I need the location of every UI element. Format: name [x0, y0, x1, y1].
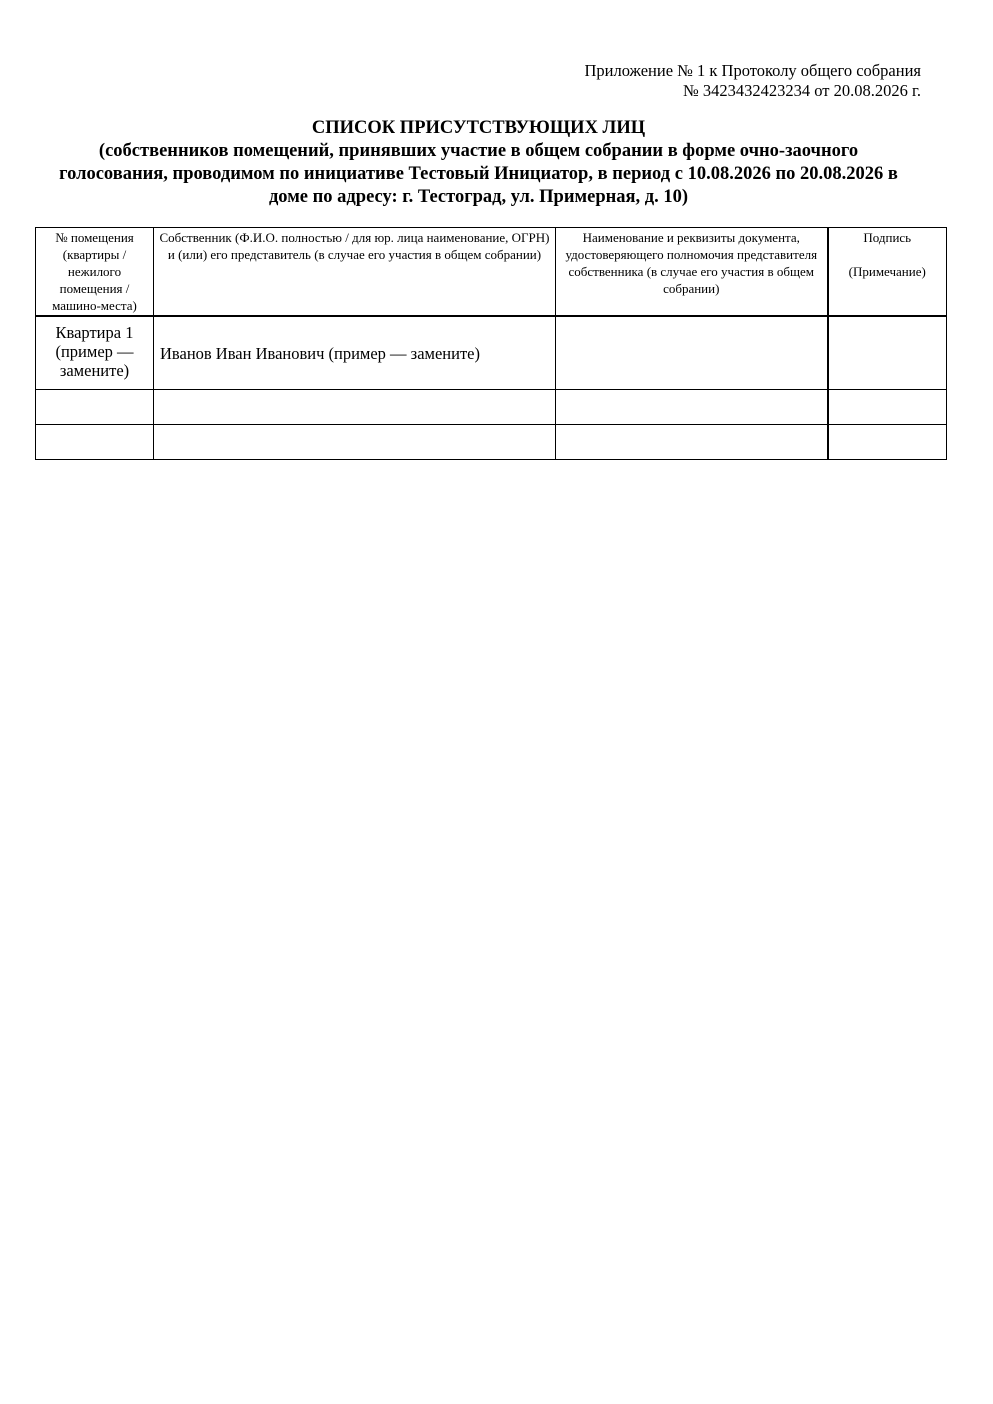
cell-document [556, 390, 828, 425]
cell-owner [154, 425, 556, 460]
header-signature-label: Подпись [863, 230, 912, 245]
table-row [36, 425, 947, 460]
header-signature [828, 228, 947, 317]
table-row [36, 390, 947, 425]
header-owner: Собственник (Ф.И.О. полностью / для юр. лица наименование, ОГРН) и (или) его представитель (в случае его участия в общем собрании) [154, 228, 556, 317]
title-subtitle: (собственников помещений, принявших участие в общем собрании в форме очно-заочного голосования, проводимом по инициативе Тестовый Инициатор, в период с 10.08.2026 по 20.08.2026 в доме по адресу: г. Тестоград, ул. Примерная, д. 10) [59, 141, 898, 207]
cell-signature [828, 390, 947, 425]
cell-room [36, 425, 154, 460]
header-document: Наименование и реквизиты документа, удостоверяющего полномочия представителя собственника (в случае его участия в общем собрании) [556, 228, 828, 317]
attendees-table [35, 227, 947, 460]
appendix-line-2: № 3423432423234 от 20.08.2026 г. [682, 81, 921, 100]
cell-document [556, 316, 828, 390]
appendix-line-1: Приложение № 1 к Протоколу общего собрания [584, 61, 921, 80]
document-title [40, 117, 917, 209]
header-note-label: (Примечание) [848, 264, 926, 279]
table-header-row [36, 228, 947, 317]
appendix-reference [584, 61, 921, 101]
cell-signature [828, 425, 947, 460]
title-main: СПИСОК ПРИСУТСТВУЮЩИХ ЛИЦ [311, 118, 646, 138]
cell-room [36, 390, 154, 425]
cell-owner: Иванов Иван Иванович (пример — замените) [154, 316, 556, 390]
header-room-number: № помещения (квартиры / нежилого помещения / машино-места) [36, 228, 154, 317]
cell-owner [154, 390, 556, 425]
table-row [36, 316, 947, 390]
cell-room: Квартира 1 (пример — замените) [36, 316, 154, 390]
cell-signature [828, 316, 947, 390]
cell-document [556, 425, 828, 460]
